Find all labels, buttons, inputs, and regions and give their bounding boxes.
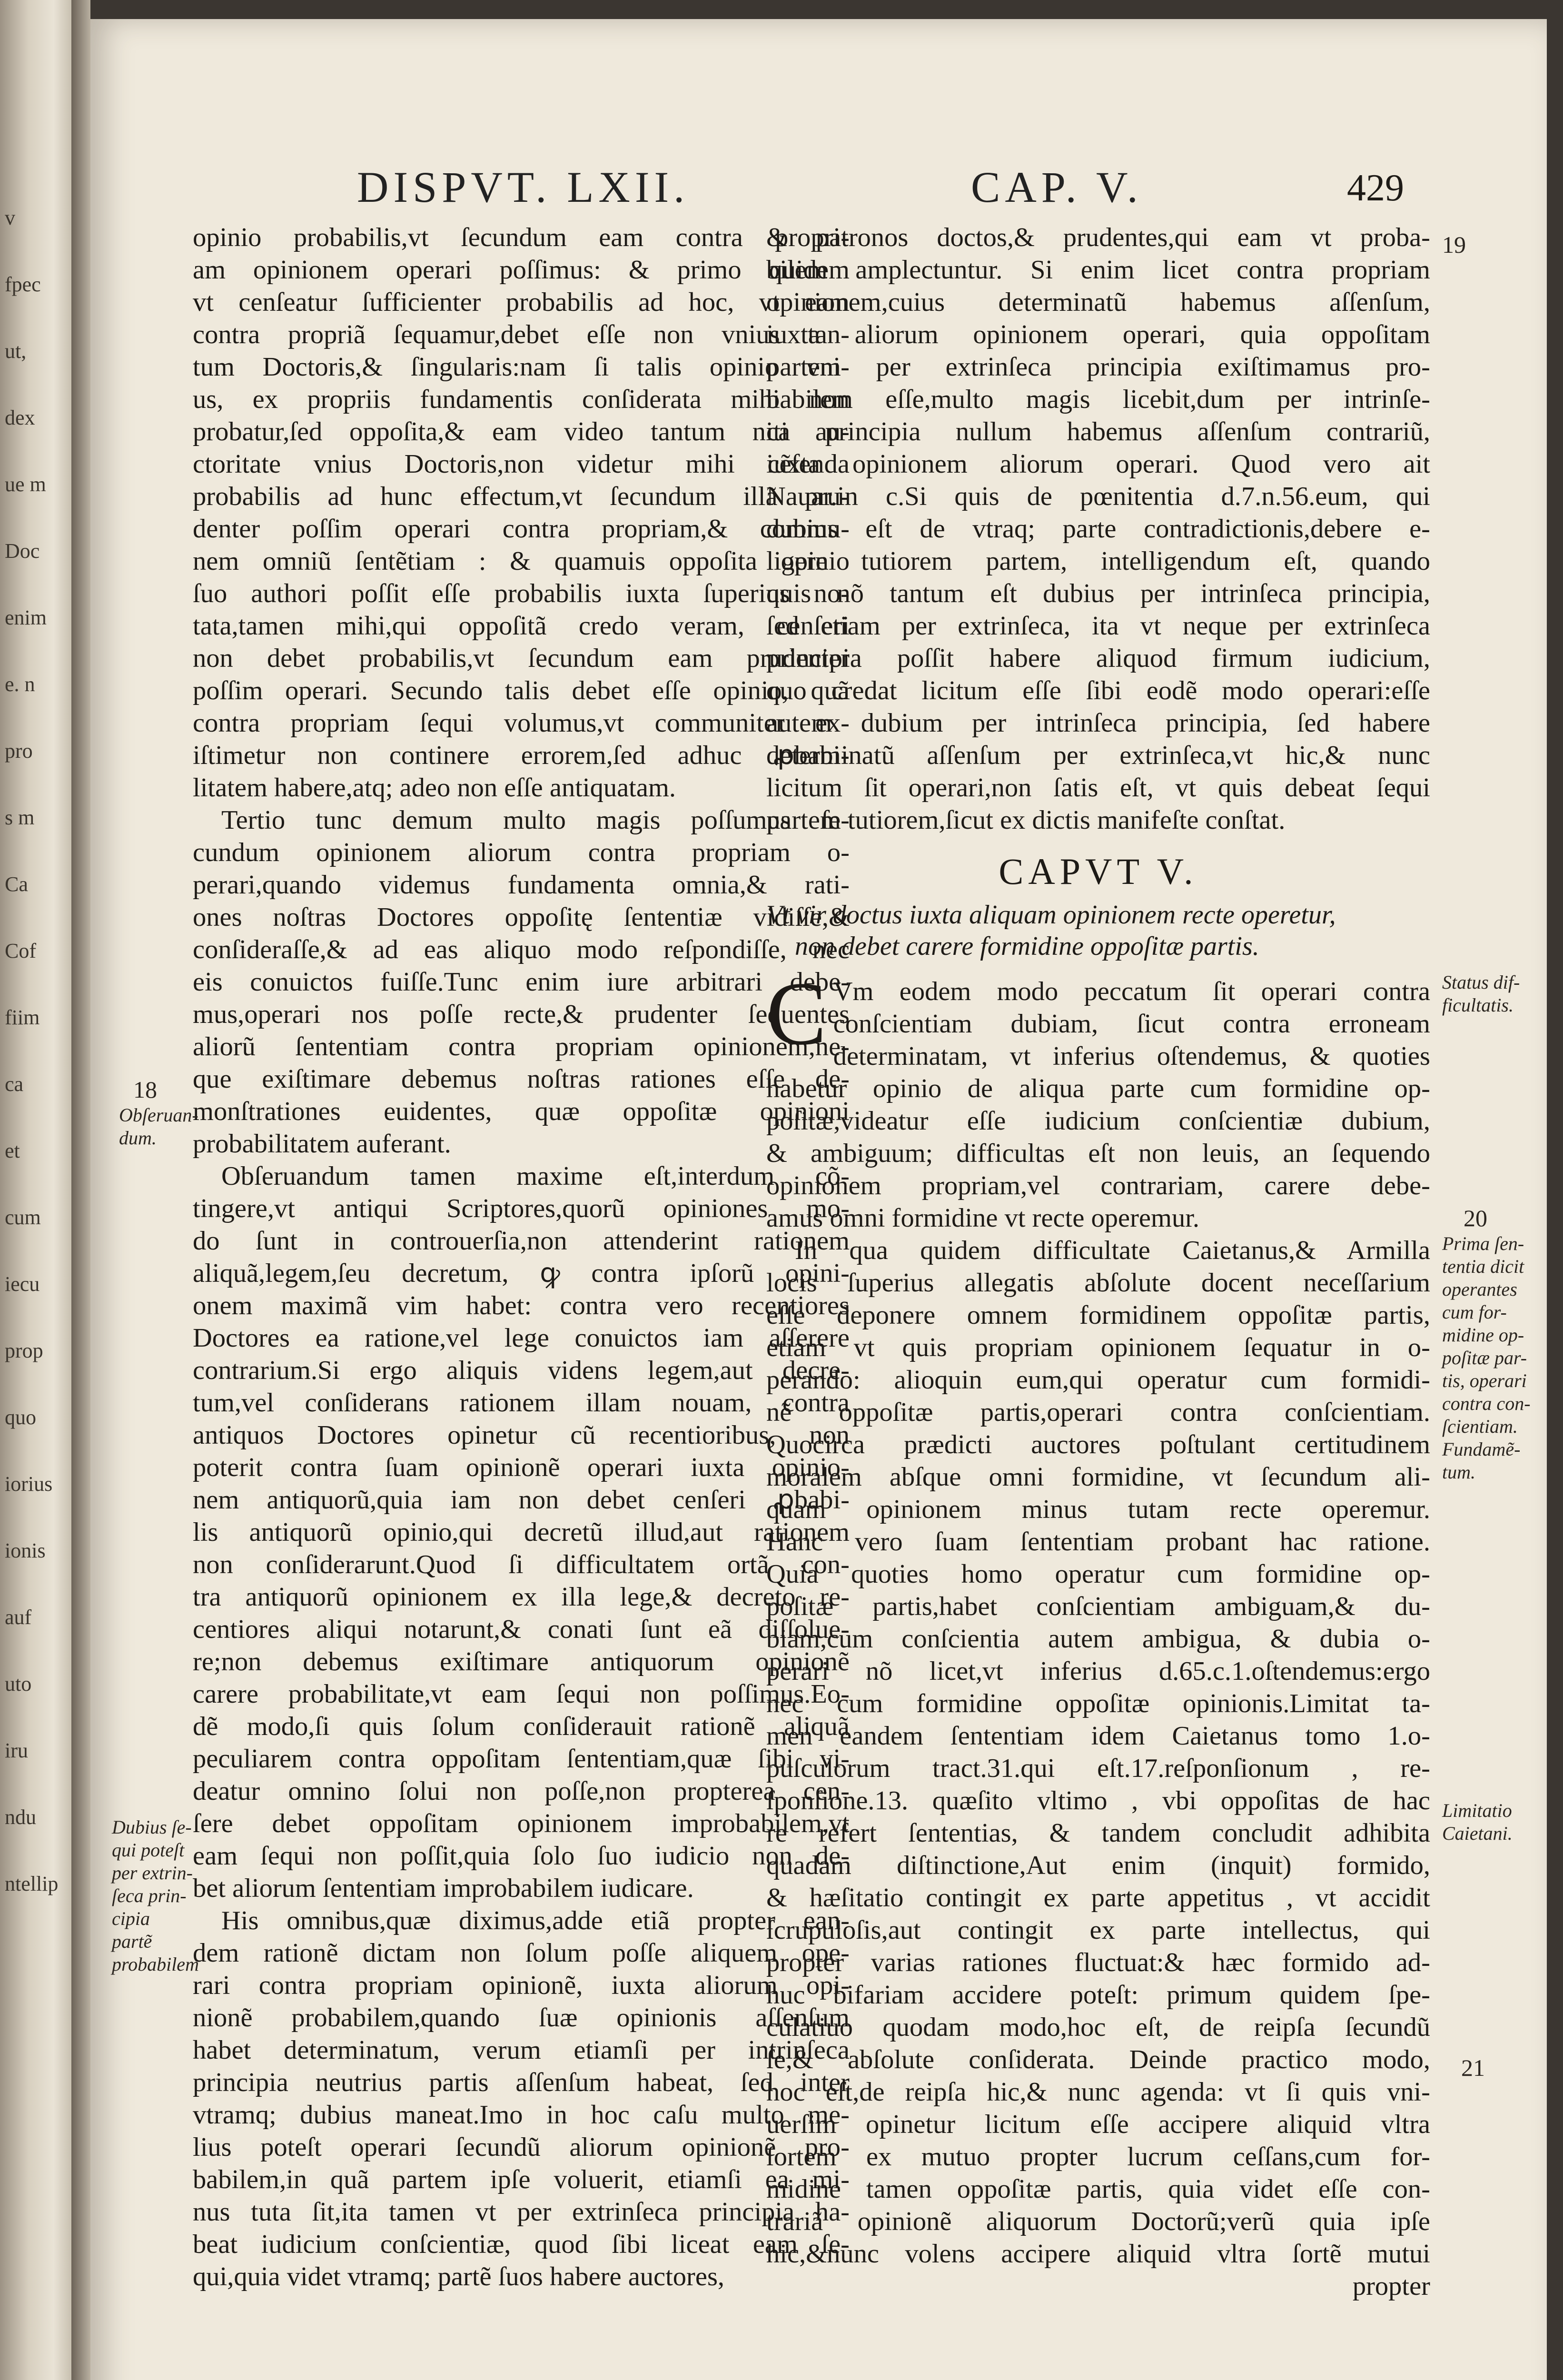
text-line: tra antiquorũ opinionem ex illa lege,& decreto re-: [193, 1582, 850, 1612]
text-line: quam opinionem minus tutam recte operemur.: [766, 1495, 1430, 1524]
previous-page-fragment: et: [5, 1139, 20, 1162]
text-line: rari contra propriam opinionẽ, iuxta aliorum opi-: [193, 1971, 850, 2000]
text-line: Nauar.in c.Si quis de pœnitentia d.7.n.56.eum, qui: [766, 482, 1430, 511]
text-line: denter poſſim operari contra propriam,& commu-: [193, 514, 850, 544]
text-line: His omnibus,quæ diximus,adde etiã propter ean-: [221, 1906, 850, 1935]
text-line: centiores aliqui notarunt,& conati ſunt eã diſſolue-: [193, 1615, 850, 1644]
text-line: determinatam, vt inferius oſtendemus, & quoties: [833, 1041, 1430, 1071]
previous-page-fragment: fpec: [5, 273, 41, 296]
margin-note-limitatio: Limitatio Caietani.: [1442, 1800, 1513, 1844]
text-line: poſitæ,videatur eſſe iudicium conſcientiæ dubium,: [766, 1106, 1430, 1136]
text-line: beat iudicium conſcientiæ, quod ſibi liceat eam ſe-: [193, 2230, 850, 2259]
text-line: non debet probabilis,vt ſecundum eam prudenter: [193, 644, 850, 673]
chapter-summary-line-1: Vt vir doctus iuxta aliquam opinionem recte operetur,: [766, 900, 1336, 930]
text-line: babilem,in quã partem ipſe voluerit, etiamſi ea mi-: [193, 2165, 850, 2194]
text-line: puſculorum tract.31.qui eſt.17.reſponſionum , re-: [766, 1754, 1430, 1783]
previous-page-fragment: uto: [5, 1672, 32, 1696]
text-line: probabilitatem auferant.: [193, 1129, 451, 1159]
text-line: ſe,& abſolute conſiderata. Deinde practico modo,: [766, 2045, 1430, 2074]
text-line: conſideraſſe,& ad eas aliquo modo reſpondiſſe, nec: [193, 935, 850, 964]
text-line: tum,vel conſiderans rationem illam nouam, contra: [193, 1388, 850, 1418]
previous-page-fragment: Ca: [5, 873, 28, 896]
text-line: ctoritate vnius Doctoris,non videtur mihi cẽſenda: [193, 449, 850, 479]
text-line: ligere tutiorem partem, intelligendum eſt, quando: [766, 546, 1430, 576]
text-line: quadam diſtinctione,Aut enim (inquit) formido,: [766, 1851, 1430, 1880]
text-line: re;non debemus exiſtimare antiquorum opinionẽ: [193, 1647, 850, 1676]
drop-cap: C: [766, 964, 827, 1064]
left-column: [193, 221, 850, 2293]
previous-page-fragment: prop: [5, 1339, 43, 1362]
text-line: monſtrationes euidentes, quæ oppoſitæ opinioni: [193, 1097, 850, 1126]
text-line: licitum ſit operari,non ſatis eſt, vt quis debeat ſequi: [766, 773, 1430, 803]
text-line: vtramq; dubius maneat.Imo in hoc caſu multo me-: [193, 2100, 850, 2130]
text-line: midine tamen oppoſitæ partis, quia videt eſſe con-: [766, 2174, 1430, 2204]
text-line: opinionem propriam,vel contrariam, carere debe-: [766, 1171, 1430, 1200]
previous-page-fragment: e. n: [5, 673, 35, 696]
previous-page-fragment: Cof: [5, 939, 36, 962]
text-line: qui,quia videt vtramq; partẽ ſuos habere auctores,: [193, 2262, 725, 2291]
chapter-first-line: Vm eodem modo peccatum ſit operari contra: [833, 977, 1430, 1006]
text-line: litatem habere,atq; adeo non eſſe antiquatam.: [193, 773, 676, 803]
text-line: eſſe deponere omnem formidinem oppoſitæ partis,: [766, 1300, 1430, 1330]
text-line: principia poſſit habere aliquod firmum iudicium,: [766, 644, 1430, 673]
text-line: dubius eſt de vtraq; parte contradictionis,debere e-: [766, 514, 1430, 544]
text-line: aliorũ ſententiam contra propriam opinionem,ne-: [193, 1032, 850, 1061]
previous-page-fragment: enim: [5, 606, 47, 629]
right-column: [766, 221, 1430, 2302]
previous-page-fragment: auf: [5, 1606, 32, 1629]
text-line: habet determinatum, verum etiamſi per intrinſeca: [193, 2035, 850, 2065]
text-line: propter varias rationes fluctuat:& hæc formido ad-: [766, 1948, 1430, 1977]
text-line: hic,&nunc volens accipere aliquid vltra ſortẽ mutui: [766, 2239, 1430, 2269]
margin-note-prima-sententia: 20 Prima ſen- tentia dicit operantes cum for- midine op- poſitæ par- tis, operari contra con- ſcientiam. Fundamẽ- tum.: [1442, 1205, 1531, 1483]
chapter-summary: [766, 899, 1430, 962]
previous-page-fragment: ca: [5, 1072, 24, 1096]
text-line: contra propriam ſequi volumus,vt communiter ex-: [193, 708, 850, 738]
text-line: Quocirca prædicti auctores poſtulant certitudinem: [766, 1430, 1430, 1459]
text-line: ſuo authori poſſit eſſe probabilis iuxta ſuperius no-: [193, 579, 850, 608]
previous-page-fragment: fiim: [5, 1006, 40, 1029]
text-line: deatur omnino ſolui non poſſe,non propterea cen-: [193, 1776, 850, 1806]
chapter-summary-line-2: non debet carere formidine oppoſitæ partis.: [795, 932, 1259, 961]
text-line: partem per extrinſeca principia exiſtimamus pro-: [766, 352, 1430, 382]
text-line: opinionem,cuius determinatũ habemus aſſenſum,: [766, 288, 1430, 317]
text-line: ſere debet oppoſitam opinionem improbabilem,vt: [193, 1809, 850, 1838]
text-line: Quia quoties homo operatur cum formidine op-: [766, 1559, 1430, 1589]
text-line: perari,quando videmus fundamenta omnia,& rati-: [193, 870, 850, 900]
text-line: determinatũ aſſenſum per extrinſeca,vt hic,& nunc: [766, 741, 1430, 770]
text-line: que exiſtimare debemus noſtras rationes eſſe de-: [193, 1064, 850, 1094]
book-page: [90, 19, 1547, 2380]
text-line: principia neutrius partis aſſenſum habeat, ſed inter: [193, 2068, 850, 2097]
text-line: ſed etiam per extrinſeca, ita vt neque per extrinſeca: [766, 611, 1430, 641]
text-line: carere probabilitate,vt eam ſequi non poſſimus.Eo-: [193, 1679, 850, 1709]
text-line: probabilis ad hunc effectum,vt ſecundum illã pru-: [193, 482, 850, 511]
previous-page-fragment: iru: [5, 1739, 28, 1762]
text-line: ones noſtras Doctores oppoſitę ſententiæ vidiſſe,&: [193, 902, 850, 932]
text-line: hoc eſt,de reipſa hic,& nunc agenda: vt ſi quis vni-: [766, 2077, 1430, 2107]
text-line: nẽ oppoſitæ partis,operari contra conſcientiam.: [766, 1398, 1430, 1427]
text-line: tingere,vt antiqui Scriptores,quorũ opiniones mo-: [193, 1194, 850, 1223]
text-line: iſtimetur non continere errorem,ſed adhuc ꝓbabi-: [193, 741, 850, 770]
text-line: ſcrupuloſis,aut contingit ex parte intellectus, qui: [766, 1915, 1430, 1945]
text-line: conſcientiam dubiam, ſicut contra erroneam: [833, 1009, 1430, 1039]
text-line: autem dubium per intrinſeca principia, ſed habere: [766, 708, 1430, 738]
previous-page-fragment: Doc: [5, 539, 40, 563]
previous-page-fragment: pro: [5, 739, 33, 763]
previous-page-edge: [0, 0, 71, 2380]
text-line: am opinionem operari poſſimus: & primo quidem: [193, 255, 850, 285]
text-line: eam ſequi non poſſit,quia ſolo ſuo iudicio non de-: [193, 1841, 850, 1871]
text-line: & hæſitatio contingit ex parte appetitus , vt accidit: [766, 1883, 1430, 1913]
text-line: In qua quidem difficultate Caietanus,& Armilla: [795, 1236, 1430, 1265]
text-line: ca principia nullum habemus aſſenſum contrariũ,: [766, 417, 1430, 446]
text-line: locis ſuperius allegatis abſolute docent neceſſarium: [766, 1268, 1430, 1298]
text-line: uerſim opinetur licitum eſſe accipere aliquid vltra: [766, 2110, 1430, 2139]
text-line: nem antiquorũ,quia iam non debet cenſeri ꝓbabi-: [193, 1485, 850, 1515]
text-line: re refert ſententias, & tandem concludit adhibita: [766, 1818, 1430, 1848]
text-line: trariã opinionẽ aliquorum Doctorũ;verũ quia ipſe: [766, 2207, 1430, 2236]
text-line: mus,operari nos poſſe recte,& prudenter ſequentes: [193, 1000, 850, 1029]
text-line: partem tutiorem,ſicut ex dictis manifeſte conſtat.: [766, 805, 1286, 835]
text-line: dem rationẽ dictam non ſolum poſſe aliquem ope-: [193, 1938, 850, 1968]
text-line: Obſeruandum tamen maxime eſt,interdum cõ-: [221, 1161, 850, 1191]
text-line: ſponſione.13. quæſito vltimo , vbi oppoſitas de hac: [766, 1786, 1430, 1815]
chapter-title: CAPVT V.: [999, 851, 1198, 892]
margin-number-21: 21: [1461, 2054, 1485, 2081]
page-number: 429: [1347, 167, 1404, 209]
text-line: etiam vt quis propriam opinionem ſequatur in o-: [766, 1333, 1430, 1362]
text-line: iuxta aliorum opinionem operari, quia oppoſitam: [766, 320, 1430, 349]
previous-page-fragment: cum: [5, 1206, 41, 1229]
text-line: babilem eſſe,multo magis licebit,dum per intrinſe-: [766, 385, 1430, 414]
text-line: Doctores ea ratione,vel lege conuictos iam aſſerere: [193, 1323, 850, 1353]
text-line: & patronos doctos,& prudentes,qui eam vt proba-: [766, 223, 1430, 252]
running-head-left: DISPVT. LXII.: [357, 163, 690, 211]
margin-note-observandum: 18 Obſeruan- dum.: [119, 1076, 198, 1149]
text-line: non conſiderarunt.Quod ſi difficultatem ortã con-: [193, 1550, 850, 1579]
right-column-top-text: [766, 221, 1430, 836]
previous-page-fragment: ionis: [5, 1539, 46, 1562]
text-line: nec cum formidine oppoſitæ opinionis.Limitat ta-: [766, 1689, 1430, 1718]
previous-page-fragment: ntellip: [5, 1872, 59, 1895]
text-line: us, ex propriis fundamentis conſiderata mihi non: [193, 385, 850, 414]
text-line: antiquos Doctores opinetur cũ recentioribus, non: [193, 1420, 850, 1450]
text-line: habetur opinio de aliqua parte cum formidine op-: [766, 1074, 1430, 1103]
text-line: & ambiguum; difficultas eſt non leuis, an ſequendo: [766, 1139, 1430, 1168]
text-line: amus omni formidine vt recte operemur.: [766, 1203, 1200, 1233]
previous-page-fragment: quo: [5, 1406, 36, 1429]
text-line: Hanc vero ſuam ſententiam probant hac ratione.: [766, 1527, 1430, 1557]
margin-note-status: Status dif- ficultatis.: [1442, 972, 1520, 1016]
text-line: culatiuo quodam modo,hoc eſt, de reipſa ſecundũ: [766, 2013, 1430, 2042]
text-line: contra propriã ſequamur,debet eſſe non vnius tan-: [193, 320, 850, 349]
text-line: eis conuictos fuiſſe.Tunc enim iure arbitrari debe-: [193, 967, 850, 997]
text-line: tata,tamen mihi,qui oppoſitã credo veram, cenſeri: [193, 611, 850, 641]
previous-page-fragment: ndu: [5, 1805, 36, 1829]
previous-page-fragment: ut,: [5, 339, 27, 363]
text-line: quis nõ tantum eſt dubius per intrinſeca principia,: [766, 579, 1430, 608]
text-line: vt cenſeatur ſufficienter probabilis ad hoc, vt eam: [193, 288, 850, 317]
text-line: bet aliorum ſententiam improbabilem iudicare.: [193, 1874, 694, 1903]
text-line: bilem amplectuntur. Si enim licet contra propriam: [766, 255, 1430, 285]
text-line: nus tuta ſit,ita tamen vt per extrinſeca principia ha-: [193, 2197, 850, 2227]
previous-page-fragment: ue m: [5, 473, 46, 496]
text-line: huc bifariam accidere poteſt: primum quidem ſpe-: [766, 1980, 1430, 2010]
text-line: ſortem ex mutuo propter lucrum ceſſans,cum for-: [766, 2142, 1430, 2172]
text-line: contrarium.Si ergo aliquis videns legem,aut decre-: [193, 1356, 850, 1385]
text-line: lius poteſt operari ſecundũ aliorum opinionẽ pro-: [193, 2132, 850, 2162]
text-line: opinio probabilis,vt ſecundum eam contra propri-: [193, 223, 850, 252]
chapter-body: [766, 964, 1430, 2302]
text-line: perando: alioquin eum,qui operatur cum formidi-: [766, 1365, 1430, 1395]
text-line: biam,cum conſcientia autem ambigua, & dubia o-: [766, 1624, 1430, 1654]
text-line: poſitæ partis,habet conſcientiam ambiguam,& du-: [766, 1592, 1430, 1621]
text-line: do ſunt in controuerſia,non attenderint rationem: [193, 1226, 850, 1256]
text-line: onem maximã vim habet: contra vero recentiores: [193, 1291, 850, 1320]
book-gutter: [71, 0, 90, 2380]
text-line: Tertio tunc demum multo magis poſſumus ſe-: [221, 805, 850, 835]
text-line: perari nõ licet,vt inferius d.65.c.1.oſtendemus:ergo: [766, 1656, 1430, 1686]
text-line: men eandem ſententiam idem Caietanus tomo 1.o-: [766, 1721, 1430, 1751]
text-line: aliquã,legem,ſeu decretum, ꝙ contra ipſorũ opini-: [193, 1259, 850, 1288]
text-line: nem omniũ ſentẽtiam : & quamuis oppoſita opinio: [193, 546, 850, 576]
text-line: cundum opinionem aliorum contra propriam o-: [193, 838, 850, 867]
text-line: poſſim operari. Secundo talis debet eſſe opinio, quã: [193, 676, 850, 705]
previous-page-fragment: v: [5, 206, 15, 229]
text-line: iuxta opinionem aliorum operari. Quod vero ait: [766, 449, 1430, 479]
text-line: moralem abſque omni formidine, vt ſecundum ali-: [766, 1462, 1430, 1492]
previous-page-fragment: s m: [5, 806, 35, 829]
previous-page-fragment: iecu: [5, 1272, 40, 1296]
right-column-bottom-text: [766, 1008, 1430, 2302]
text-line: dẽ modo,ſi quis ſolum conſiderauit rationẽ aliquã: [193, 1712, 850, 1741]
running-head-right: CAP. V.: [971, 163, 1143, 211]
text-line: propter: [1352, 2271, 1430, 2301]
margin-number-19: 19: [1442, 231, 1466, 258]
previous-page-fragment: dex: [5, 406, 35, 429]
margin-note-dubius: Dubius ſe- qui poteſt per extrin- ſeca prin- cipia partẽ probabilem: [112, 1816, 199, 1975]
text-line: probatur,ſed oppoſita,& eam video tantum niti au-: [193, 417, 850, 446]
text-line: quo credat licitum eſſe ſibi eodẽ modo operari:eſſe: [766, 676, 1430, 705]
text-line: tum Doctoris,& ſingularis:nam ſi talis opinio vni-: [193, 352, 850, 382]
text-line: poterit contra ſuam opinionẽ operari iuxta opinio-: [193, 1453, 850, 1482]
text-line: nionẽ probabilem,quando ſuæ opinionis aſſenſum: [193, 2003, 850, 2033]
text-line: lis antiquorũ opinio,qui decretũ illud,aut rationem: [193, 1517, 850, 1547]
previous-page-fragment: iorius: [5, 1472, 53, 1496]
text-line: peculiarem contra oppoſitam ſententiam,quæ ſibi vi-: [193, 1744, 850, 1774]
